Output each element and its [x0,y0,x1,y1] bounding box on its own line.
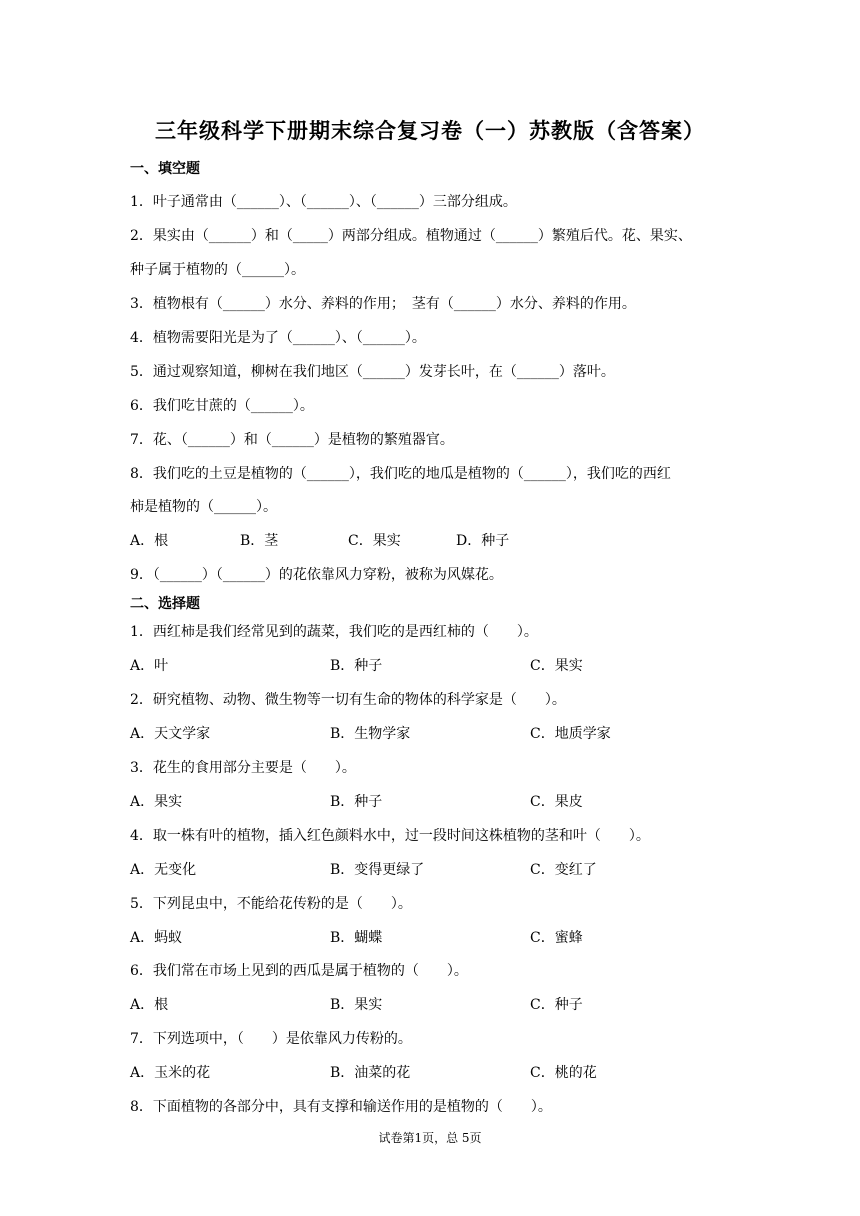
question-line: 9．（______）（______）的花依靠风力穿粉，被称为风媒花。 [130,567,503,583]
section-heading-choice: 二、选择题 [130,596,200,612]
answer-option: B．茎 [240,533,279,549]
answer-option: B．种子 [330,794,383,810]
answer-option: B．变得更绿了 [330,862,425,878]
answer-option: A．天文学家 [130,726,211,742]
question-line: 4．植物需要阳光是为了（______）、（______）。 [130,330,426,346]
question-line: 5．通过观察知道，柳树在我们地区（______）发芽长叶，在（______）落叶。 [130,364,615,380]
answer-option: A．叶 [130,658,169,674]
answer-option: C．桃的花 [530,1065,597,1081]
question-line: 7．花、（______）和（______）是植物的繁殖器官。 [130,432,454,448]
answer-option: A．玉米的花 [130,1065,211,1081]
question-line: 柿是植物的（______）。 [130,499,277,515]
answer-option: B．果实 [330,997,383,1013]
answer-option: C．果实 [348,533,401,549]
answer-option: D．种子 [456,533,510,549]
answer-option: B．种子 [330,658,383,674]
answer-option: A．根 [130,533,169,549]
question-line: 3．植物根有（______）水分、养料的作用； 茎有（______）水分、养料的作用。 [130,296,636,312]
answer-option: A．根 [130,997,169,1013]
answer-option: C．变红了 [530,862,597,878]
answer-option: A．果实 [130,794,183,810]
answer-option: C．果实 [530,658,583,674]
question-line: 种子属于植物的（______）。 [130,262,305,278]
page-title: 三年级科学下册期末综合复习卷（一）苏教版（含答案） [155,118,705,143]
page-footer: 试卷第1页，总 5页 [378,1131,482,1145]
question-line: 8．下面植物的各部分中，具有支撑和输送作用的是植物的（ ）。 [130,1099,552,1115]
answer-option: B．油菜的花 [330,1065,411,1081]
answer-option: B．生物学家 [330,726,411,742]
answer-option: C．地质学家 [530,726,611,742]
question-line: 2．研究植物、动物、微生物等一切有生命的物体的科学家是（ ）。 [130,692,566,708]
answer-option: A．蚂蚁 [130,930,183,946]
question-line: 6．我们常在市场上见到的西瓜是属于植物的（ ）。 [130,963,468,979]
answer-option: C．种子 [530,997,583,1013]
question-line: 7．下列选项中，（ ）是依靠风力传粉的。 [130,1031,412,1047]
question-line: 4．取一株有叶的植物，插入红色颜料水中，过一段时间这株植物的茎和叶（ ）。 [130,828,650,844]
question-line: 5．下列昆虫中，不能给花传粉的是（ ）。 [130,896,412,912]
question-line: 6．我们吃甘蔗的（______）。 [130,398,314,414]
answer-option: C．果皮 [530,794,583,810]
question-line: 1．叶子通常由（______）、（______）、（______）三部分组成。 [130,194,517,210]
question-line: 3．花生的食用部分主要是（ ）。 [130,760,356,776]
answer-option: C．蜜蜂 [530,930,583,946]
answer-option: A．无变化 [130,862,197,878]
answer-option: B．蝴蝶 [330,930,383,946]
question-line: 1．西红柿是我们经常见到的蔬菜，我们吃的是西红柿的（ ）。 [130,624,538,640]
question-line: 8．我们吃的土豆是植物的（______），我们吃的地瓜是植物的（______），我们吃的西红 [130,466,671,482]
question-line: 2．果实由（______）和（_____）两部分组成。植物通过（______）繁殖后代。花、果实、 [130,228,692,244]
section-heading-fill-in: 一、填空题 [130,161,200,177]
